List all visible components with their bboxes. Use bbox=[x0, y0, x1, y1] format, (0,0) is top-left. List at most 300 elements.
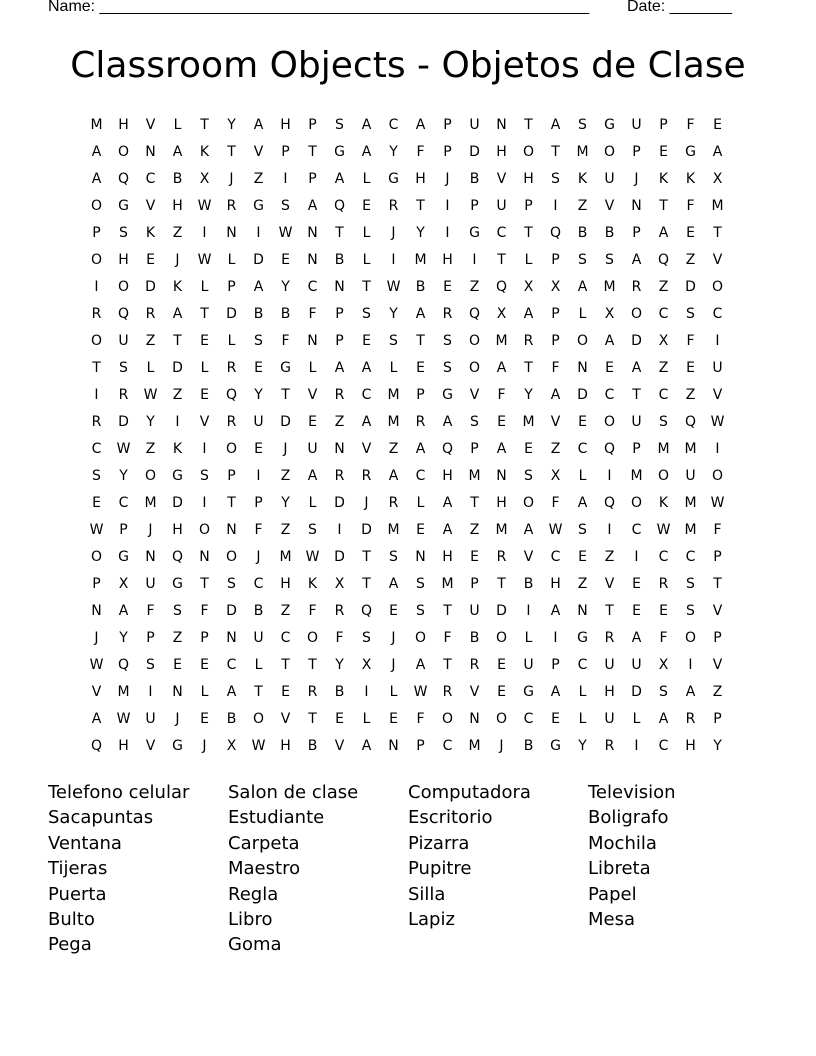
grid-letter: P bbox=[524, 198, 533, 214]
grid-letter: A bbox=[442, 495, 453, 511]
grid-letter: B bbox=[280, 306, 291, 322]
grid-letter: I bbox=[337, 522, 342, 538]
grid-row bbox=[83, 625, 731, 652]
grid-letter: S bbox=[578, 117, 587, 133]
grid-letter: C bbox=[388, 117, 399, 133]
grid-letter: S bbox=[119, 360, 128, 376]
grid-letter: M bbox=[684, 441, 697, 457]
grid-letter: W bbox=[305, 549, 320, 565]
grid-letter: M bbox=[414, 252, 427, 268]
grid-letter: T bbox=[524, 225, 533, 241]
grid-letter: C bbox=[577, 441, 588, 457]
grid-letter: T bbox=[254, 684, 263, 700]
grid-letter: H bbox=[604, 684, 615, 700]
grid-letter: A bbox=[415, 306, 426, 322]
grid-letter: O bbox=[90, 198, 103, 214]
grid-letter: A bbox=[712, 144, 723, 160]
grid-letter: X bbox=[523, 279, 534, 295]
grid-letter: B bbox=[307, 738, 318, 754]
grid-letter: O bbox=[657, 468, 670, 484]
word-item: Libro bbox=[228, 908, 273, 930]
grid-letter: K bbox=[658, 495, 669, 511]
grid-letter: V bbox=[334, 738, 345, 754]
grid-letter: O bbox=[603, 144, 616, 160]
grid-letter: L bbox=[578, 306, 587, 322]
grid-letter: P bbox=[92, 576, 101, 592]
grid-letter: F bbox=[686, 198, 695, 214]
grid-letter: C bbox=[577, 657, 588, 673]
grid-letter: R bbox=[118, 387, 129, 403]
grid-letter: L bbox=[578, 711, 587, 727]
grid-letter: M bbox=[630, 468, 643, 484]
grid-letter: Y bbox=[227, 117, 236, 133]
grid-letter: F bbox=[551, 495, 560, 511]
word-search-grid bbox=[83, 112, 731, 760]
grid-letter: R bbox=[631, 279, 642, 295]
word-column bbox=[228, 780, 408, 958]
grid-letter: P bbox=[632, 225, 641, 241]
grid-letter: D bbox=[685, 279, 696, 295]
grid-letter: C bbox=[658, 738, 669, 754]
grid-letter: I bbox=[553, 198, 558, 214]
grid-letter: N bbox=[496, 468, 507, 484]
grid-letter: F bbox=[443, 630, 452, 646]
grid-letter: A bbox=[685, 684, 696, 700]
grid-letter: V bbox=[145, 198, 156, 214]
word-item: Pupitre bbox=[408, 858, 472, 880]
grid-letter: F bbox=[416, 711, 425, 727]
grid-letter: F bbox=[200, 603, 209, 619]
grid-letter: A bbox=[577, 495, 588, 511]
grid-row bbox=[83, 328, 731, 355]
grid-letter: D bbox=[118, 414, 129, 430]
grid-letter: I bbox=[148, 684, 153, 700]
grid-letter: A bbox=[415, 657, 426, 673]
grid-letter: I bbox=[202, 225, 207, 241]
grid-letter: Q bbox=[549, 225, 562, 241]
grid-letter: O bbox=[90, 252, 103, 268]
grid-letter: U bbox=[631, 414, 642, 430]
grid-letter: S bbox=[659, 684, 668, 700]
grid-letter: O bbox=[225, 549, 238, 565]
grid-letter: P bbox=[551, 657, 560, 673]
grid-letter: E bbox=[254, 441, 263, 457]
grid-letter: L bbox=[416, 495, 425, 511]
grid-letter: C bbox=[442, 738, 453, 754]
grid-letter: N bbox=[307, 252, 318, 268]
grid-letter: X bbox=[550, 468, 561, 484]
grid-letter: C bbox=[658, 549, 669, 565]
grid-letter: Y bbox=[389, 306, 398, 322]
grid-letter: B bbox=[334, 252, 345, 268]
grid-letter: C bbox=[280, 630, 291, 646]
grid-letter: M bbox=[387, 522, 400, 538]
grid-letter: G bbox=[604, 117, 615, 133]
grid-letter: S bbox=[416, 603, 425, 619]
grid-letter: Z bbox=[172, 225, 183, 241]
grid-letter: N bbox=[145, 549, 156, 565]
grid-letter: T bbox=[362, 279, 371, 295]
grid-letter: B bbox=[469, 171, 480, 187]
grid-letter: J bbox=[148, 522, 153, 538]
grid-letter: Q bbox=[90, 738, 103, 754]
grid-letter: H bbox=[118, 117, 129, 133]
grid-letter: H bbox=[280, 576, 291, 592]
grid-letter: G bbox=[388, 171, 399, 187]
grid-letter: A bbox=[658, 711, 669, 727]
grid-letter: X bbox=[334, 576, 345, 592]
grid-letter: T bbox=[362, 576, 371, 592]
grid-letter: D bbox=[334, 549, 345, 565]
grid-letter: A bbox=[361, 144, 372, 160]
grid-letter: T bbox=[281, 657, 290, 673]
grid-letter: U bbox=[253, 630, 264, 646]
grid-row bbox=[83, 220, 731, 247]
grid-letter: X bbox=[658, 333, 669, 349]
grid-letter: U bbox=[631, 117, 642, 133]
page-title: Classroom Objects - Objetos de Clase bbox=[70, 45, 746, 86]
grid-letter: A bbox=[442, 522, 453, 538]
word-item: Papel bbox=[588, 883, 637, 905]
grid-letter: A bbox=[550, 117, 561, 133]
grid-letter: D bbox=[280, 414, 291, 430]
grid-letter: S bbox=[200, 468, 209, 484]
grid-letter: B bbox=[577, 225, 588, 241]
word-item: Goma bbox=[228, 934, 282, 956]
grid-letter: U bbox=[604, 711, 615, 727]
grid-letter: P bbox=[146, 630, 155, 646]
grid-letter: E bbox=[254, 360, 263, 376]
grid-letter: I bbox=[634, 549, 639, 565]
grid-letter: U bbox=[469, 117, 480, 133]
grid-letter: F bbox=[416, 144, 425, 160]
grid-letter: S bbox=[335, 117, 344, 133]
grid-letter: I bbox=[256, 225, 261, 241]
grid-letter: M bbox=[522, 414, 535, 430]
grid-letter: A bbox=[577, 279, 588, 295]
grid-letter: Z bbox=[577, 576, 588, 592]
grid-letter: W bbox=[116, 711, 131, 727]
grid-letter: P bbox=[200, 630, 209, 646]
grid-row bbox=[83, 409, 731, 436]
grid-letter: V bbox=[145, 738, 156, 754]
grid-letter: M bbox=[576, 144, 589, 160]
grid-letter: P bbox=[308, 171, 317, 187]
grid-letter: J bbox=[499, 738, 504, 754]
grid-letter: L bbox=[227, 333, 236, 349]
grid-letter: O bbox=[468, 333, 481, 349]
grid-letter: L bbox=[632, 711, 641, 727]
grid-letter: H bbox=[442, 468, 453, 484]
grid-letter: Z bbox=[172, 630, 183, 646]
grid-letter: J bbox=[445, 171, 450, 187]
grid-letter: J bbox=[202, 738, 207, 754]
word-item: Salon de clase bbox=[228, 782, 359, 803]
grid-letter: Z bbox=[658, 360, 669, 376]
grid-letter: G bbox=[442, 387, 453, 403]
grid-letter: A bbox=[523, 306, 534, 322]
grid-letter: U bbox=[145, 711, 156, 727]
grid-letter: W bbox=[548, 522, 563, 538]
grid-letter: E bbox=[659, 603, 668, 619]
grid-letter: P bbox=[632, 144, 641, 160]
grid-letter: V bbox=[469, 684, 480, 700]
grid-letter: C bbox=[550, 549, 561, 565]
word-item: Regla bbox=[228, 883, 279, 905]
grid-letter: X bbox=[712, 171, 723, 187]
grid-letter: M bbox=[90, 117, 103, 133]
grid-letter: B bbox=[523, 576, 534, 592]
grid-letter: M bbox=[279, 549, 292, 565]
grid-letter: R bbox=[361, 468, 372, 484]
grid-letter: S bbox=[578, 522, 587, 538]
grid-letter: A bbox=[361, 117, 372, 133]
grid-letter: G bbox=[334, 144, 345, 160]
grid-letter: T bbox=[227, 495, 236, 511]
grid-letter: D bbox=[172, 360, 183, 376]
grid-letter: E bbox=[281, 252, 290, 268]
grid-letter: Y bbox=[281, 279, 290, 295]
grid-letter: U bbox=[469, 603, 480, 619]
word-item: Silla bbox=[408, 883, 446, 905]
grid-letter: J bbox=[256, 549, 261, 565]
grid-letter: A bbox=[658, 225, 669, 241]
grid-letter: O bbox=[684, 630, 697, 646]
word-column bbox=[48, 780, 228, 958]
grid-letter: L bbox=[200, 279, 209, 295]
grid-letter: L bbox=[254, 657, 263, 673]
grid-letter: M bbox=[495, 333, 508, 349]
grid-letter: H bbox=[685, 738, 696, 754]
grid-letter: Q bbox=[468, 306, 481, 322]
grid-letter: V bbox=[253, 144, 264, 160]
grid-row bbox=[83, 679, 731, 706]
word-item: Pega bbox=[48, 934, 92, 956]
grid-letter: D bbox=[631, 684, 642, 700]
grid-letter: A bbox=[172, 306, 183, 322]
grid-letter: E bbox=[416, 522, 425, 538]
grid-letter: F bbox=[551, 360, 560, 376]
grid-letter: Z bbox=[577, 198, 588, 214]
grid-letter: U bbox=[631, 657, 642, 673]
grid-letter: P bbox=[470, 198, 479, 214]
grid-letter: H bbox=[118, 252, 129, 268]
grid-letter: U bbox=[118, 333, 129, 349]
grid-letter: I bbox=[634, 738, 639, 754]
grid-letter: T bbox=[200, 576, 209, 592]
grid-row bbox=[83, 274, 731, 301]
grid-row bbox=[83, 517, 731, 544]
grid-letter: L bbox=[227, 252, 236, 268]
grid-letter: L bbox=[524, 630, 533, 646]
grid-letter: F bbox=[686, 117, 695, 133]
grid-letter: S bbox=[443, 333, 452, 349]
grid-letter: A bbox=[496, 441, 507, 457]
grid-row bbox=[83, 652, 731, 679]
grid-letter: B bbox=[415, 279, 426, 295]
grid-letter: V bbox=[550, 414, 561, 430]
grid-letter: M bbox=[468, 738, 481, 754]
grid-letter: O bbox=[198, 522, 211, 538]
grid-letter: A bbox=[550, 387, 561, 403]
word-item: Puerta bbox=[48, 883, 107, 905]
grid-letter: W bbox=[656, 522, 671, 538]
grid-letter: I bbox=[715, 441, 720, 457]
grid-row bbox=[83, 301, 731, 328]
grid-letter: Z bbox=[658, 279, 669, 295]
grid-letter: N bbox=[307, 333, 318, 349]
grid-letter: P bbox=[92, 225, 101, 241]
word-item: Sacapuntas bbox=[48, 807, 154, 829]
grid-letter: P bbox=[551, 252, 560, 268]
grid-letter: D bbox=[361, 522, 372, 538]
grid-letter: D bbox=[172, 495, 183, 511]
grid-letter: R bbox=[226, 360, 237, 376]
grid-letter: V bbox=[604, 198, 615, 214]
grid-letter: D bbox=[145, 279, 156, 295]
grid-letter: L bbox=[200, 684, 209, 700]
grid-letter: A bbox=[631, 360, 642, 376]
grid-letter: F bbox=[281, 333, 290, 349]
grid-letter: S bbox=[443, 360, 452, 376]
grid-letter: J bbox=[283, 441, 288, 457]
grid-letter: A bbox=[91, 144, 102, 160]
grid-letter: N bbox=[577, 603, 588, 619]
grid-letter: A bbox=[631, 630, 642, 646]
grid-letter: L bbox=[173, 117, 182, 133]
grid-letter: Y bbox=[389, 144, 398, 160]
grid-letter: P bbox=[335, 333, 344, 349]
grid-letter: Z bbox=[145, 333, 156, 349]
grid-letter: E bbox=[362, 198, 371, 214]
grid-letter: I bbox=[607, 468, 612, 484]
grid-letter: S bbox=[659, 414, 668, 430]
grid-letter: J bbox=[391, 630, 396, 646]
grid-letter: J bbox=[229, 171, 234, 187]
grid-letter: D bbox=[253, 252, 264, 268]
grid-letter: J bbox=[634, 171, 639, 187]
grid-letter: X bbox=[550, 279, 561, 295]
grid-row bbox=[83, 355, 731, 382]
grid-letter: T bbox=[497, 252, 506, 268]
grid-letter: A bbox=[361, 738, 372, 754]
grid-letter: K bbox=[658, 171, 669, 187]
grid-letter: Y bbox=[713, 738, 722, 754]
grid-letter: C bbox=[658, 306, 669, 322]
grid-letter: Q bbox=[333, 198, 346, 214]
grid-letter: A bbox=[388, 468, 399, 484]
grid-letter: S bbox=[308, 522, 317, 538]
grid-letter: P bbox=[713, 630, 722, 646]
grid-letter: O bbox=[468, 360, 481, 376]
grid-letter: C bbox=[604, 387, 615, 403]
grid-letter: Z bbox=[280, 522, 291, 538]
grid-letter: N bbox=[145, 144, 156, 160]
grid-letter: D bbox=[469, 144, 480, 160]
grid-letter: P bbox=[227, 468, 236, 484]
grid-letter: B bbox=[604, 225, 615, 241]
grid-letter: G bbox=[172, 468, 183, 484]
grid-letter: I bbox=[445, 225, 450, 241]
grid-letter: A bbox=[253, 117, 264, 133]
grid-letter: H bbox=[442, 252, 453, 268]
grid-letter: M bbox=[468, 468, 481, 484]
grid-letter: Z bbox=[280, 603, 291, 619]
grid-letter: L bbox=[578, 468, 587, 484]
grid-letter: W bbox=[197, 252, 212, 268]
grid-letter: C bbox=[658, 387, 669, 403]
grid-letter: P bbox=[470, 441, 479, 457]
grid-letter: S bbox=[227, 576, 236, 592]
grid-letter: N bbox=[172, 684, 183, 700]
grid-letter: E bbox=[308, 414, 317, 430]
grid-letter: J bbox=[391, 657, 396, 673]
grid-letter: R bbox=[442, 684, 453, 700]
grid-letter: O bbox=[495, 630, 508, 646]
grid-letter: G bbox=[685, 144, 696, 160]
grid-letter: O bbox=[630, 495, 643, 511]
grid-letter: U bbox=[253, 414, 264, 430]
grid-letter: I bbox=[472, 252, 477, 268]
grid-letter: N bbox=[226, 630, 237, 646]
grid-letter: I bbox=[94, 387, 99, 403]
grid-letter: R bbox=[442, 306, 453, 322]
grid-letter: R bbox=[604, 738, 615, 754]
grid-letter: G bbox=[172, 738, 183, 754]
grid-letter: T bbox=[443, 603, 452, 619]
grid-letter: O bbox=[252, 711, 265, 727]
grid-letter: I bbox=[688, 657, 693, 673]
grid-letter: S bbox=[551, 171, 560, 187]
grid-letter: Y bbox=[119, 468, 128, 484]
grid-letter: Z bbox=[172, 387, 183, 403]
grid-letter: L bbox=[578, 684, 587, 700]
grid-letter: H bbox=[280, 117, 291, 133]
grid-letter: Q bbox=[117, 306, 130, 322]
grid-letter: E bbox=[146, 252, 155, 268]
name-field-label: Name: _______________________________________________________ bbox=[48, 0, 589, 15]
grid-letter: C bbox=[685, 549, 696, 565]
grid-letter: T bbox=[308, 144, 317, 160]
grid-letter: Q bbox=[495, 279, 508, 295]
grid-letter: E bbox=[362, 333, 371, 349]
grid-letter: G bbox=[550, 738, 561, 754]
grid-letter: M bbox=[387, 387, 400, 403]
grid-letter: I bbox=[526, 603, 531, 619]
grid-letter: O bbox=[117, 279, 130, 295]
grid-letter: D bbox=[631, 333, 642, 349]
grid-letter: C bbox=[118, 495, 129, 511]
grid-letter: M bbox=[711, 198, 724, 214]
grid-letter: T bbox=[524, 117, 533, 133]
grid-letter: E bbox=[443, 279, 452, 295]
grid-letter: M bbox=[684, 522, 697, 538]
grid-letter: R bbox=[145, 306, 156, 322]
grid-letter: O bbox=[711, 279, 724, 295]
grid-letter: H bbox=[172, 522, 183, 538]
header bbox=[48, 0, 748, 18]
grid-letter: J bbox=[391, 225, 396, 241]
grid-letter: N bbox=[577, 360, 588, 376]
grid-letter: E bbox=[200, 387, 209, 403]
grid-letter: V bbox=[91, 684, 102, 700]
grid-letter: Z bbox=[253, 171, 264, 187]
grid-letter: W bbox=[278, 225, 293, 241]
grid-letter: H bbox=[118, 738, 129, 754]
grid-letter: N bbox=[334, 441, 345, 457]
grid-letter: H bbox=[442, 549, 453, 565]
grid-letter: M bbox=[657, 441, 670, 457]
